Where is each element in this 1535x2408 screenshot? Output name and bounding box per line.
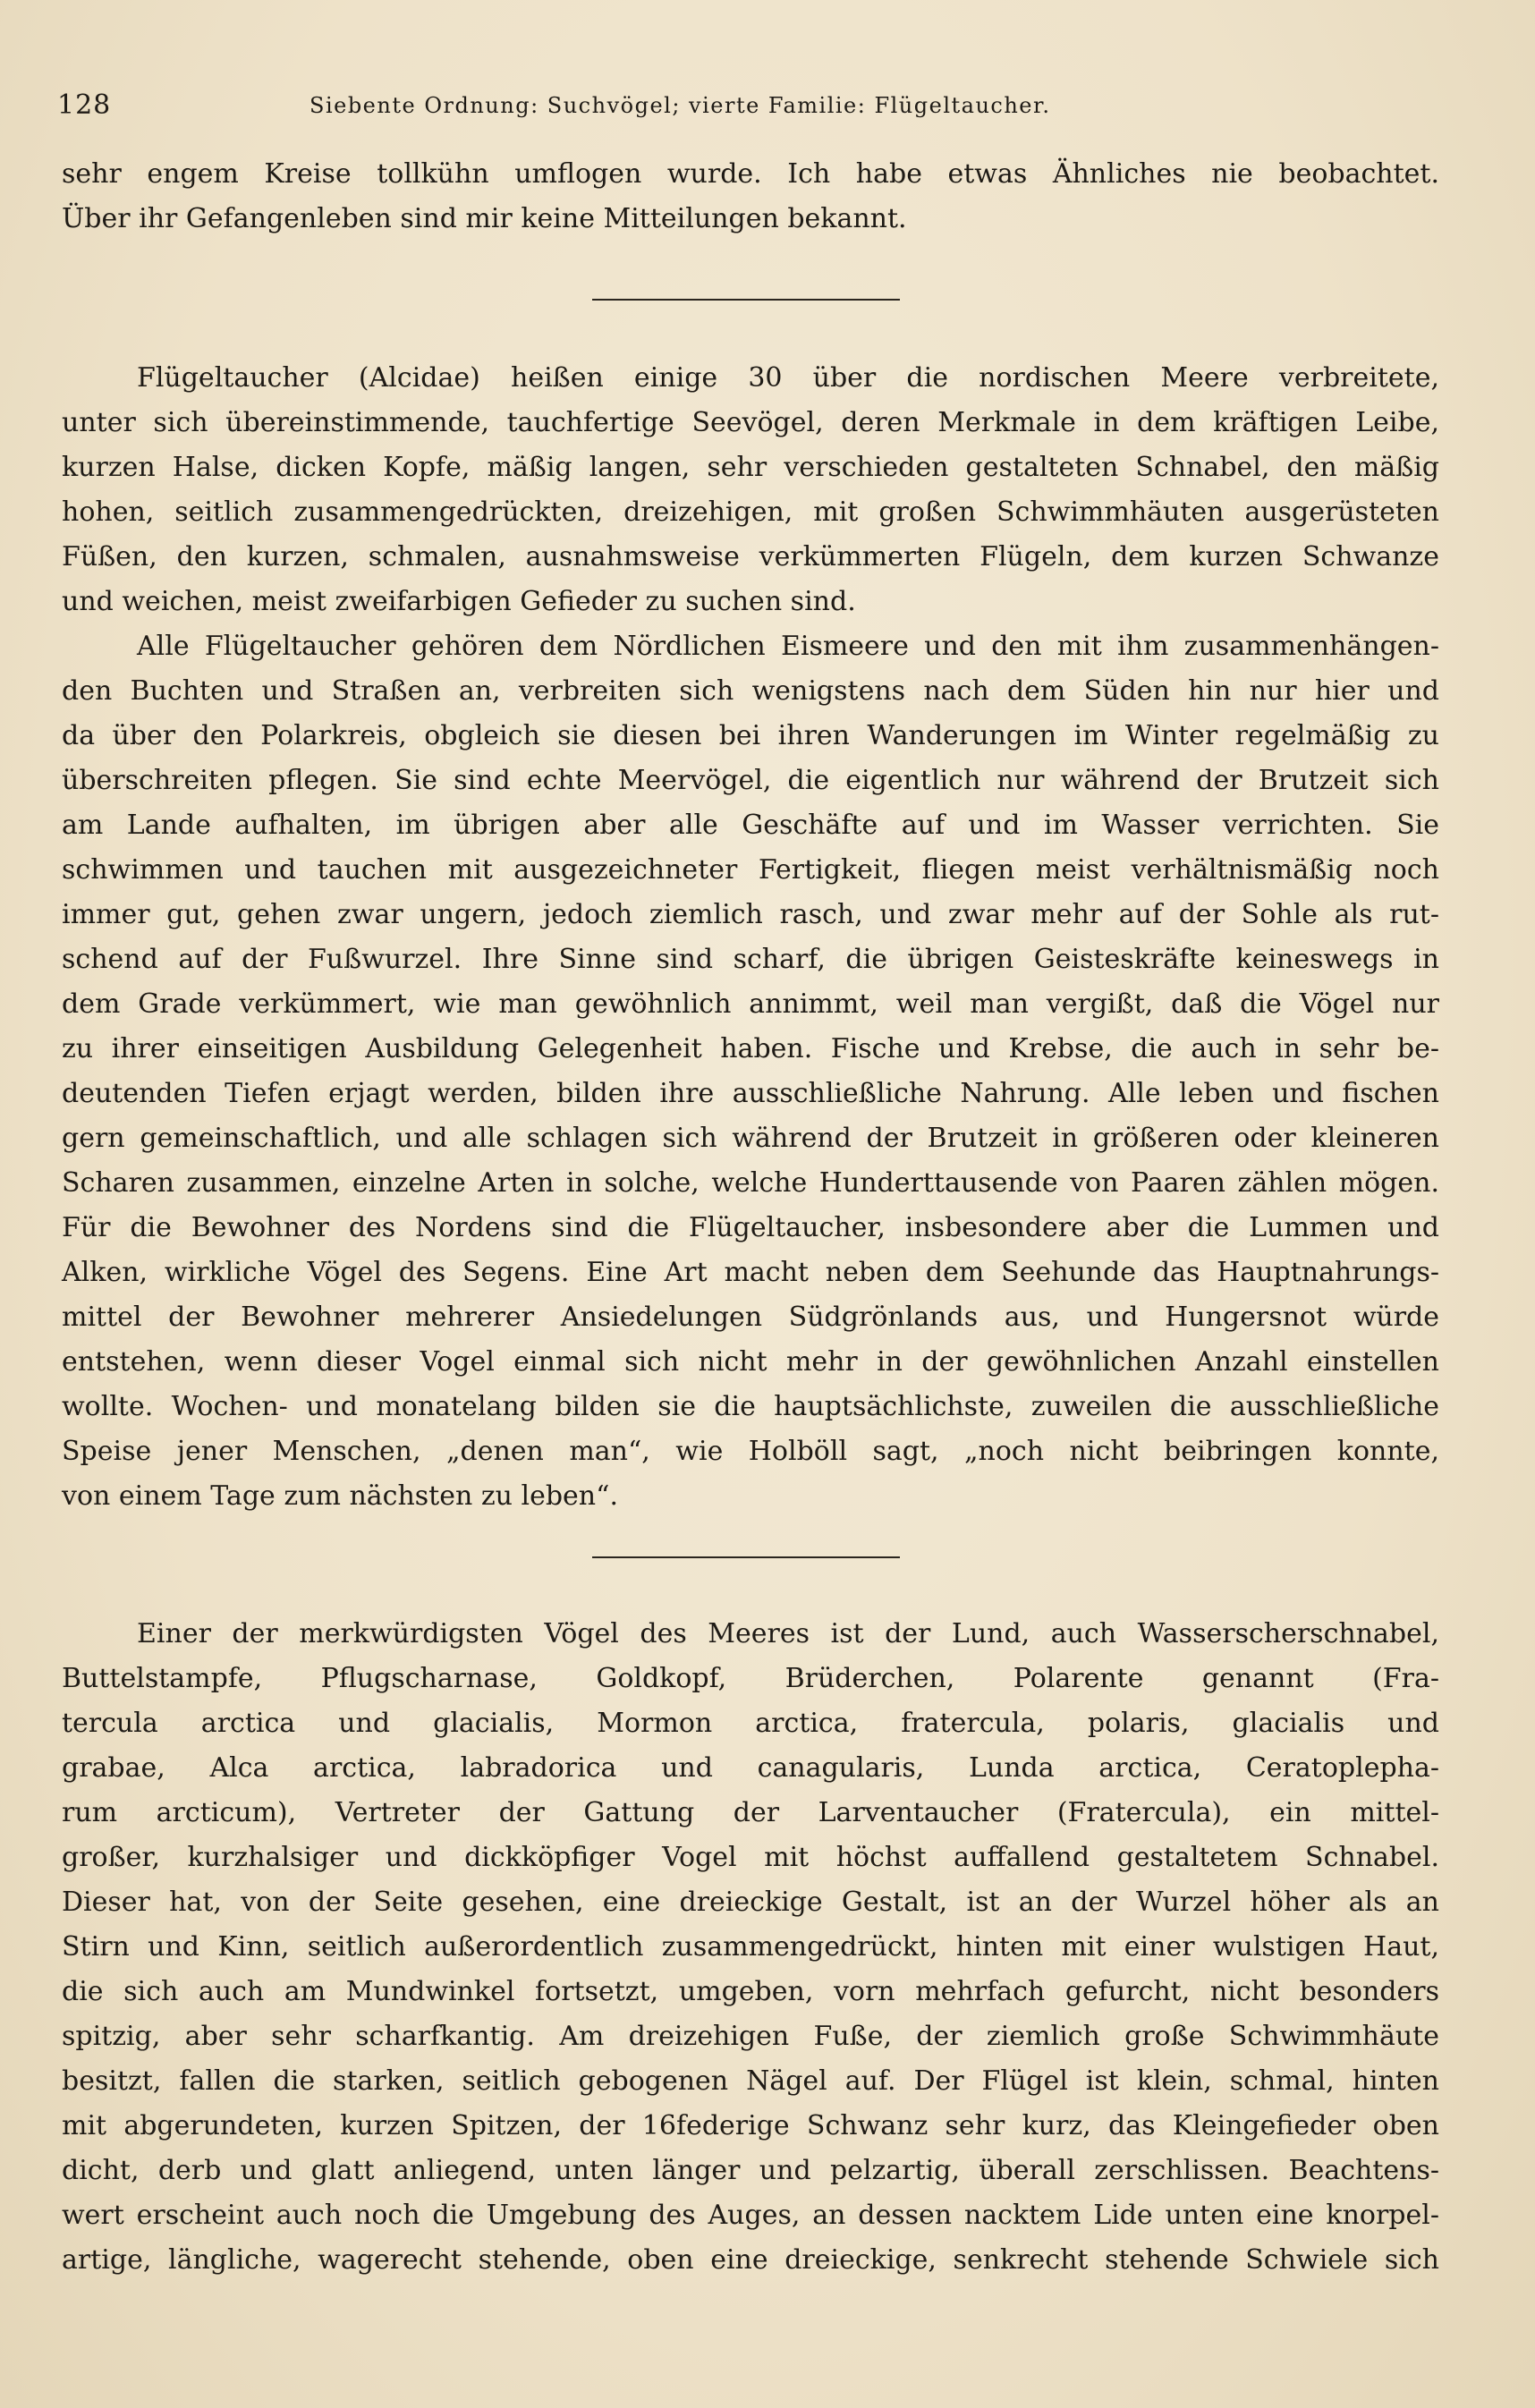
family-section (62, 356, 1439, 1519)
section-divider (592, 299, 900, 301)
text-line: Alken, wirkliche Vögel des Segens. Eine Art macht neben dem Seehunde das Hauptnahrungs- (62, 1257, 1439, 1288)
text-line: und weichen, meist zweifarbigen Gefieder zu suchen sind. (62, 586, 856, 617)
text-line: von einem Tage zum nächsten zu leben“. (62, 1480, 619, 1512)
text-line: artige, längliche, wagerecht stehende, oben eine dreieckige, senkrecht stehende Schwiele sich (62, 2244, 1439, 2276)
text-line: Dieser hat, von der Seite gesehen, eine dreieckige Gestalt, ist an der Wurzel höher als an (62, 1887, 1439, 1918)
text-line: immer gut, gehen zwar ungern, jedoch ziemlich rasch, und zwar mehr auf der Sohle als rut- (62, 899, 1439, 930)
text-line: den Buchten und Straßen an, verbreiten sich wenigstens nach dem Süden hin nur hier und (62, 675, 1439, 707)
text-line: gern gemeinschaftlich, und alle schlagen sich während der Brutzeit in größeren oder kleineren (62, 1123, 1439, 1154)
text-line: spitzig, aber sehr scharfkantig. Am dreizehigen Fuße, der ziemlich große Schwimmhäute (62, 2021, 1439, 2052)
text-line: dicht, derb und glatt anliegend, unten länger und pelzartig, überall zerschlissen. Beachtens- (62, 2155, 1439, 2186)
text-line: am Lande aufhalten, im übrigen aber alle Geschäfte auf und im Wasser verrichten. Sie (62, 810, 1439, 841)
text-line: mit abgerundeten, kurzen Spitzen, der 16federige Schwanz sehr kurz, das Kleingefieder oben (62, 2110, 1439, 2141)
puffin-section (62, 1612, 1439, 2283)
text-line: mittel der Bewohner mehrerer Ansiedelungen Südgrönlands aus, und Hungersnot würde (62, 1302, 1439, 1333)
text-line: Stirn und Kinn, seitlich außerordentlich zusammengedrückt, hinten mit einer wulstigen Haut, (62, 1931, 1439, 1963)
text-line: großer, kurzhalsiger und dickköpfiger Vogel mit höchst auffallend gestaltetem Schnabel. (62, 1842, 1439, 1873)
text-line: Für die Bewohner des Nordens sind die Flügeltaucher, insbesondere aber die Lummen und (62, 1212, 1439, 1243)
running-head: Siebente Ordnung: Suchvögel; vierte Familie: Flügeltaucher. (310, 93, 1051, 118)
text-line: Füßen, den kurzen, schmalen, ausnahmsweise verkümmerten Flügeln, dem kurzen Schwanze (62, 541, 1439, 572)
text-line: besitzt, fallen die starken, seitlich gebogenen Nägel auf. Der Flügel ist klein, schmal, hinten (62, 2065, 1439, 2097)
text-line: die sich auch am Mundwinkel fortsetzt, umgeben, vorn mehrfach gefurcht, nicht besonders (62, 1976, 1439, 2007)
text-line: wollte. Wochen- und monatelang bilden sie die hauptsächlichste, zuweilen die ausschließliche (62, 1391, 1439, 1422)
text-line: rum arcticum), Vertreter der Gattung der Larventaucher (Fratercula), ein mittel- (62, 1797, 1439, 1828)
text-line: da über den Polarkreis, obgleich sie diesen bei ihren Wanderungen im Winter regelmäßig zu (62, 720, 1439, 751)
text-line: kurzen Halse, dicken Kopfe, mäßig langen, sehr verschieden gestalteten Schnabel, den mäßig (62, 452, 1439, 483)
text-line: tercula arctica und glacialis, Mormon arctica, fratercula, polaris, glacialis und (62, 1708, 1439, 1739)
text-line: Alle Flügeltaucher gehören dem Nördlichen Eismeere und den mit ihm zusammenhängen- (137, 631, 1439, 662)
text-line: Über ihr Gefangenleben sind mir keine Mitteilungen bekannt. (62, 203, 907, 234)
text-line: sehr engem Kreise tollkühn umflogen wurde. Ich habe etwas Ähnliches nie beobachtet. (62, 158, 1439, 190)
page-header (57, 89, 1471, 131)
text-line: wert erscheint auch noch die Umgebung des Auges, an dessen nacktem Lide unten eine knorpel- (62, 2200, 1439, 2231)
text-line: Speise jener Menschen, „denen man“, wie Holböll sagt, „noch nicht beibringen konnte, (62, 1436, 1439, 1467)
intro-paragraph (62, 152, 1439, 242)
text-line: schend auf der Fußwurzel. Ihre Sinne sind scharf, die übrigen Geisteskräfte keineswegs in (62, 944, 1439, 975)
text-line: Buttelstampfe, Pflugscharnase, Goldkopf, Brüderchen, Polarente genannt (Fra- (62, 1663, 1439, 1694)
text-line: zu ihrer einseitigen Ausbildung Gelegenheit haben. Fische und Krebse, die auch in sehr be- (62, 1033, 1439, 1064)
text-line: dem Grade verkümmert, wie man gewöhnlich annimmt, weil man vergißt, daß die Vögel nur (62, 988, 1439, 1020)
text-line: Einer der merkwürdigsten Vögel des Meeres ist der Lund, auch Wasserscherschnabel, (137, 1618, 1439, 1649)
text-line: Scharen zusammen, einzelne Arten in solche, welche Hunderttausende von Paaren zählen mögen. (62, 1167, 1439, 1199)
text-line: Flügeltaucher (Alcidae) heißen einige 30 über die nordischen Meere verbreitete, (137, 362, 1439, 394)
section-divider (592, 1556, 900, 1558)
text-line: überschreiten pflegen. Sie sind echte Meervögel, die eigentlich nur während der Brutzeit sich (62, 765, 1439, 796)
text-line: unter sich übereinstimmende, tauchfertige Seevögel, deren Merkmale in dem kräftigen Leibe, (62, 407, 1439, 438)
text-line: schwimmen und tauchen mit ausgezeichneter Fertigkeit, fliegen meist verhältnismäßig noch (62, 854, 1439, 886)
text-line: deutenden Tiefen erjagt werden, bilden ihre ausschließliche Nahrung. Alle leben und fischen (62, 1078, 1439, 1109)
text-line: hohen, seitlich zusammengedrückten, dreizehigen, mit großen Schwimmhäuten ausgerüsteten (62, 496, 1439, 528)
text-line: entstehen, wenn dieser Vogel einmal sich nicht mehr in der gewöhnlichen Anzahl einstellen (62, 1346, 1439, 1378)
text-line: grabae, Alca arctica, labradorica und canagularis, Lunda arctica, Ceratoplepha- (62, 1752, 1439, 1784)
page-number: 128 (57, 89, 112, 121)
